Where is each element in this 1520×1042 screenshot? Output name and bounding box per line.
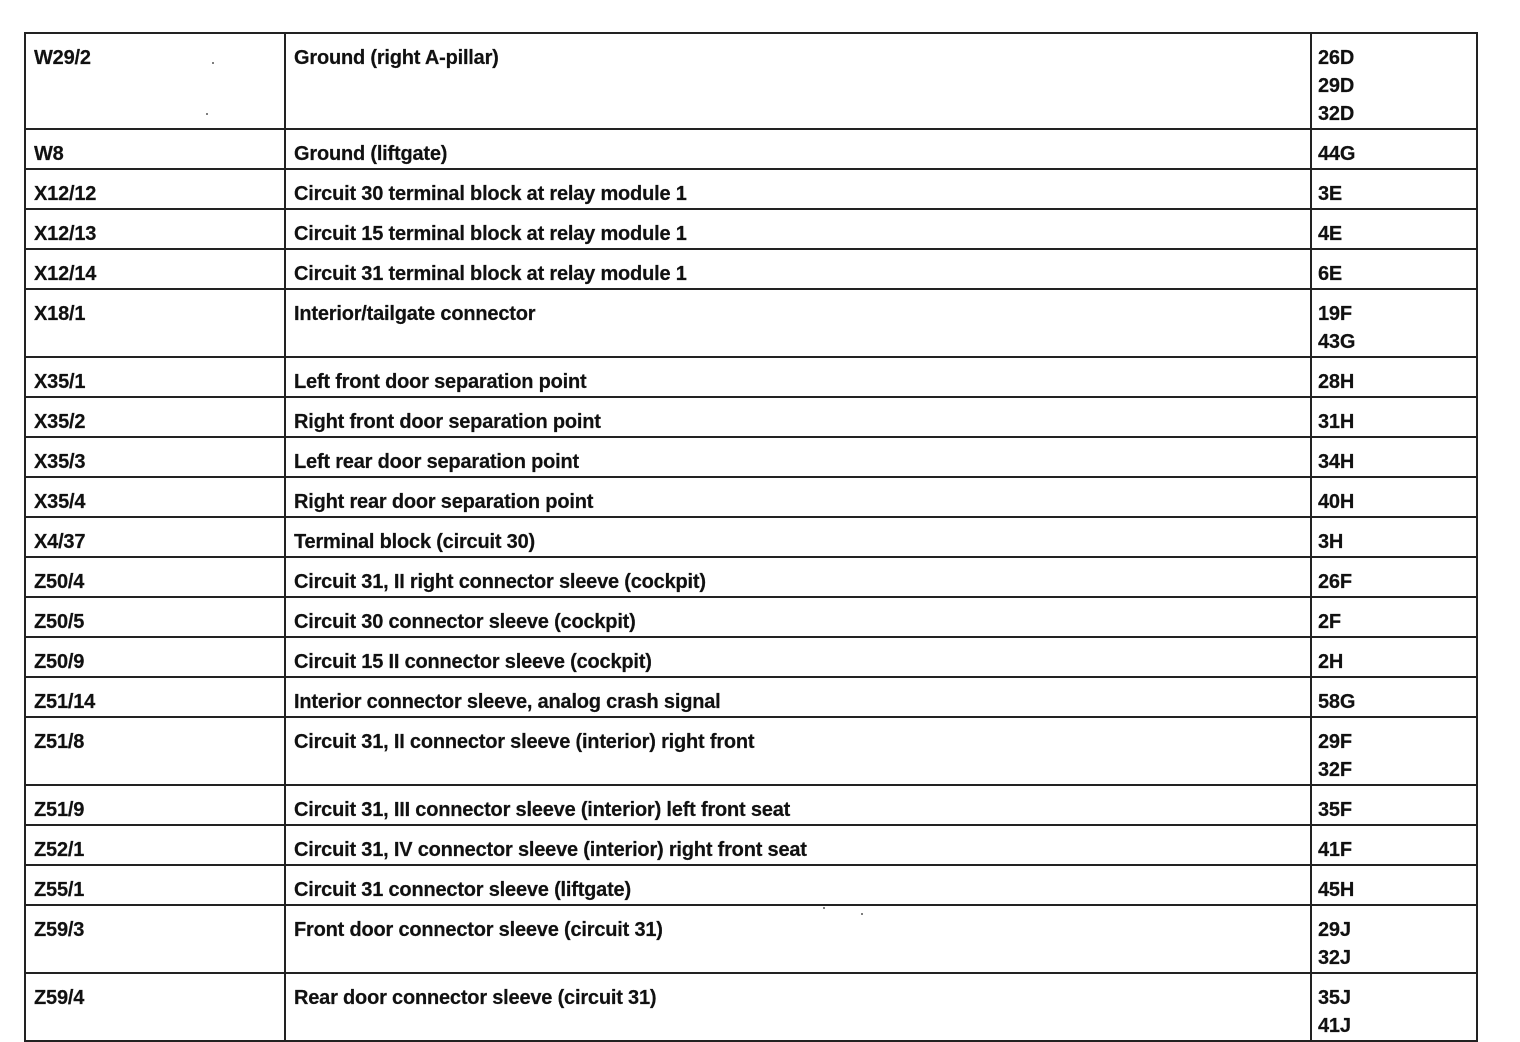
grid-location-value: 2H	[1318, 651, 1344, 673]
component-description-cell: Circuit 31 connector sleeve (liftgate)	[285, 865, 1311, 905]
grid-location-cell	[1311, 637, 1477, 677]
grid-location-value: 32F	[1318, 759, 1352, 781]
scan-speck	[823, 907, 825, 909]
scan-speck	[212, 62, 214, 64]
grid-location-value: 45H	[1318, 879, 1355, 901]
grid-location-value: 41F	[1318, 839, 1352, 861]
grid-location-value: 6E	[1318, 263, 1343, 285]
component-code-cell: Z51/14	[25, 677, 285, 717]
component-code-cell: Z51/9	[25, 785, 285, 825]
grid-location-value: 44G	[1318, 143, 1356, 165]
grid-location-value: 29D	[1318, 75, 1355, 97]
table-row	[25, 517, 1477, 557]
table-row	[25, 677, 1477, 717]
grid-location-value: 32D	[1318, 103, 1355, 125]
component-description-cell: Left rear door separation point	[285, 437, 1311, 477]
grid-location-value: 40H	[1318, 491, 1355, 513]
table-row	[25, 169, 1477, 209]
grid-location-cell	[1311, 249, 1477, 289]
grid-location-cell	[1311, 209, 1477, 249]
component-description-cell: Circuit 31, II right connector sleeve (cockpit)	[285, 557, 1311, 597]
grid-location-value: 31H	[1318, 411, 1355, 433]
table-row	[25, 785, 1477, 825]
component-code-cell: Z55/1	[25, 865, 285, 905]
grid-location-cell	[1311, 905, 1477, 973]
grid-location-cell	[1311, 477, 1477, 517]
component-code-cell: Z50/9	[25, 637, 285, 677]
grid-location-value: 4E	[1318, 223, 1343, 245]
table-row	[25, 289, 1477, 357]
component-description-cell: Terminal block (circuit 30)	[285, 517, 1311, 557]
table-row	[25, 597, 1477, 637]
component-code-cell: W8	[25, 129, 285, 169]
grid-location-cell	[1311, 33, 1477, 129]
component-code-cell: Z52/1	[25, 825, 285, 865]
table-body	[25, 33, 1477, 1041]
table-row	[25, 637, 1477, 677]
grid-location-value: 19F	[1318, 303, 1352, 325]
grid-location-value: 2F	[1318, 611, 1341, 633]
grid-location-cell	[1311, 289, 1477, 357]
table-row	[25, 357, 1477, 397]
grid-location-value: 34H	[1318, 451, 1355, 473]
grid-location-cell	[1311, 169, 1477, 209]
grid-location-cell	[1311, 557, 1477, 597]
component-code-cell: Z59/4	[25, 973, 285, 1041]
component-description-cell: Front door connector sleeve (circuit 31)	[285, 905, 1311, 973]
grid-location-value: 29J	[1318, 919, 1351, 941]
table-row	[25, 397, 1477, 437]
table-row	[25, 437, 1477, 477]
grid-location-cell	[1311, 597, 1477, 637]
grid-location-cell	[1311, 357, 1477, 397]
grid-location-value: 26F	[1318, 571, 1352, 593]
component-code-cell: X18/1	[25, 289, 285, 357]
component-code-cell: X35/1	[25, 357, 285, 397]
table-row	[25, 129, 1477, 169]
component-code-cell: Z50/5	[25, 597, 285, 637]
component-code-cell: X35/4	[25, 477, 285, 517]
table-row	[25, 209, 1477, 249]
component-description-cell: Ground (liftgate)	[285, 129, 1311, 169]
table-row	[25, 905, 1477, 973]
grid-location-value: 35F	[1318, 799, 1352, 821]
table-row	[25, 249, 1477, 289]
component-description-cell: Circuit 30 terminal block at relay module 1	[285, 169, 1311, 209]
component-location-table	[24, 32, 1478, 1042]
component-code-cell: Z51/8	[25, 717, 285, 785]
component-description-cell: Interior connector sleeve, analog crash signal	[285, 677, 1311, 717]
component-code-cell: X4/37	[25, 517, 285, 557]
scan-speck	[206, 113, 208, 115]
component-description-cell: Right front door separation point	[285, 397, 1311, 437]
grid-location-cell	[1311, 517, 1477, 557]
table-row	[25, 973, 1477, 1041]
grid-location-value: 28H	[1318, 371, 1355, 393]
grid-location-value: 26D	[1318, 47, 1355, 69]
table-row	[25, 33, 1477, 129]
component-code-cell: X12/14	[25, 249, 285, 289]
component-description-cell: Interior/tailgate connector	[285, 289, 1311, 357]
component-description-cell: Circuit 30 connector sleeve (cockpit)	[285, 597, 1311, 637]
component-description-cell: Circuit 31, II connector sleeve (interior) right front	[285, 717, 1311, 785]
grid-location-value: 32J	[1318, 947, 1351, 969]
grid-location-cell	[1311, 129, 1477, 169]
component-description-cell: Circuit 31, IV connector sleeve (interior) right front seat	[285, 825, 1311, 865]
component-description-cell: Circuit 15 terminal block at relay module 1	[285, 209, 1311, 249]
grid-location-value: 35J	[1318, 987, 1351, 1009]
component-description-cell: Circuit 31, III connector sleeve (interior) left front seat	[285, 785, 1311, 825]
component-description-cell: Ground (right A-pillar)	[285, 33, 1311, 129]
table-row	[25, 717, 1477, 785]
component-code-cell: X35/3	[25, 437, 285, 477]
component-description-cell: Left front door separation point	[285, 357, 1311, 397]
grid-location-value: 3H	[1318, 531, 1344, 553]
grid-location-cell	[1311, 717, 1477, 785]
table-row	[25, 557, 1477, 597]
grid-location-value: 43G	[1318, 331, 1356, 353]
component-description-cell: Circuit 31 terminal block at relay module 1	[285, 249, 1311, 289]
component-code-cell: X12/13	[25, 209, 285, 249]
grid-location-value: 58G	[1318, 691, 1356, 713]
table-row	[25, 865, 1477, 905]
scan-speck	[861, 913, 863, 915]
component-code-cell: X35/2	[25, 397, 285, 437]
table-row	[25, 477, 1477, 517]
component-code-cell: Z50/4	[25, 557, 285, 597]
component-description-cell: Right rear door separation point	[285, 477, 1311, 517]
component-code-cell: Z59/3	[25, 905, 285, 973]
component-code-cell: X12/12	[25, 169, 285, 209]
table-row	[25, 825, 1477, 865]
grid-location-cell	[1311, 785, 1477, 825]
grid-location-value: 3E	[1318, 183, 1343, 205]
grid-location-value: 29F	[1318, 731, 1352, 753]
grid-location-cell	[1311, 973, 1477, 1041]
grid-location-cell	[1311, 397, 1477, 437]
grid-location-cell	[1311, 825, 1477, 865]
component-description-cell: Rear door connector sleeve (circuit 31)	[285, 973, 1311, 1041]
component-description-cell: Circuit 15 II connector sleeve (cockpit)	[285, 637, 1311, 677]
grid-location-cell	[1311, 677, 1477, 717]
grid-location-value: 41J	[1318, 1015, 1351, 1037]
grid-location-cell	[1311, 865, 1477, 905]
component-code-cell: W29/2	[25, 33, 285, 129]
grid-location-cell	[1311, 437, 1477, 477]
